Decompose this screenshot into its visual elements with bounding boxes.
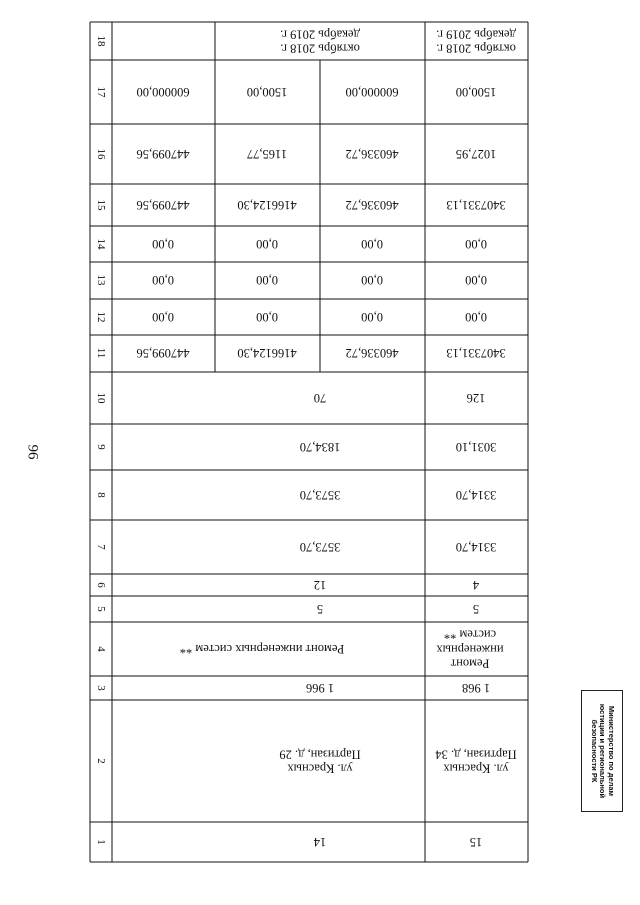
column-number: 14 (95, 238, 107, 250)
row14-owners-funds: 447099,56 (136, 198, 190, 213)
column-number: 18 (95, 35, 107, 47)
row14-limit-cost: 600000,00 (136, 85, 190, 100)
column-number: 9 (95, 444, 107, 450)
row14-fund-2: 0,00 (361, 273, 383, 288)
row14-entrances: 12 (313, 578, 327, 593)
column-number: 5 (95, 606, 107, 612)
row14-residents: 70 (313, 391, 327, 406)
row14-year: 1 966 (305, 681, 335, 696)
row15-period: октябрь 2018 г. декабрь 2019 г. (436, 27, 516, 56)
row14-fund-3: 0,00 (256, 237, 278, 252)
row15-fund-3: 0,00 (465, 237, 487, 252)
column-number: 15 (95, 199, 107, 211)
stamp-text: Министерство по делам юстиции и региональной безопасности РК (589, 703, 616, 799)
row14-floors: 5 (316, 602, 324, 617)
column-number: 4 (95, 646, 107, 652)
row14-fund-3: 0,00 (361, 237, 383, 252)
row14-cost-total: 447099,56 (136, 346, 190, 361)
row15-area-total: 3314,70 (455, 540, 497, 555)
row15-work-type: Ремонт инженерных систем ** (436, 627, 504, 671)
row15-cost-total: 3407331,13 (446, 346, 506, 361)
row14-area-total: 3573,70 (299, 540, 341, 555)
row14-limit-cost: 1500,00 (246, 85, 288, 100)
row15-unit-cost: 1027,95 (455, 147, 497, 162)
row14-fund-1: 0,00 (256, 310, 278, 325)
column-number: 10 (95, 392, 107, 404)
row14-fund-2: 0,00 (256, 273, 278, 288)
column-number: 8 (95, 492, 107, 498)
row14-number: 14 (313, 835, 327, 850)
column-number: 7 (95, 544, 107, 550)
row14-limit-cost: 600000,00 (345, 85, 399, 100)
column-number: 11 (95, 347, 107, 359)
row14-work-type: Ремонт инженерных систем ** (179, 642, 345, 657)
row14-period: октябрь 2018 г. декабрь 2019 г. (280, 27, 360, 56)
row14-unit-cost: 447099,56 (136, 147, 190, 162)
row14-fund-2: 0,00 (152, 273, 174, 288)
row14-address: ул. Красных Партизан, д. 29 (279, 747, 361, 776)
row15-owners-funds: 3407331,13 (446, 198, 506, 213)
row14-owners-funds: 4166124,30 (237, 198, 297, 213)
row15-address: ул. Красных Партизан, д. 34 (435, 747, 517, 776)
row14-owners-funds: 460336,72 (345, 198, 399, 213)
column-number: 3 (95, 685, 107, 691)
row15-number: 15 (469, 835, 483, 850)
row15-fund-1: 0,00 (465, 310, 487, 325)
row14-fund-1: 0,00 (152, 310, 174, 325)
row14-fund-3: 0,00 (152, 237, 174, 252)
page-number: 96 (24, 444, 41, 460)
row14-cost-total: 4166124,30 (237, 346, 297, 361)
row14-area-living: 3573,70 (299, 488, 341, 503)
row15-area-residential: 3031,10 (455, 440, 497, 455)
column-number: 13 (95, 274, 107, 286)
row15-floors: 5 (472, 602, 480, 617)
row15-entrances: 4 (472, 578, 480, 593)
row15-limit-cost: 1500,00 (455, 85, 497, 100)
column-number: 16 (95, 148, 107, 160)
row14-fund-1: 0,00 (361, 310, 383, 325)
row14-unit-cost: 1165,77 (246, 147, 288, 162)
row15-area-living: 3314,70 (455, 488, 497, 503)
row14-cost-total: 460336,72 (345, 346, 399, 361)
column-number: 1 (95, 839, 107, 845)
row15-fund-2: 0,00 (465, 273, 487, 288)
row15-year: 1 968 (461, 681, 491, 696)
row15-residents: 126 (466, 391, 486, 406)
column-number: 12 (95, 311, 107, 323)
ministry-stamp (581, 690, 623, 812)
row14-unit-cost: 460336,72 (345, 147, 399, 162)
column-number: 6 (95, 582, 107, 588)
column-number: 17 (95, 86, 107, 98)
column-number: 2 (95, 758, 107, 764)
row14-area-residential: 1834,70 (299, 440, 341, 455)
